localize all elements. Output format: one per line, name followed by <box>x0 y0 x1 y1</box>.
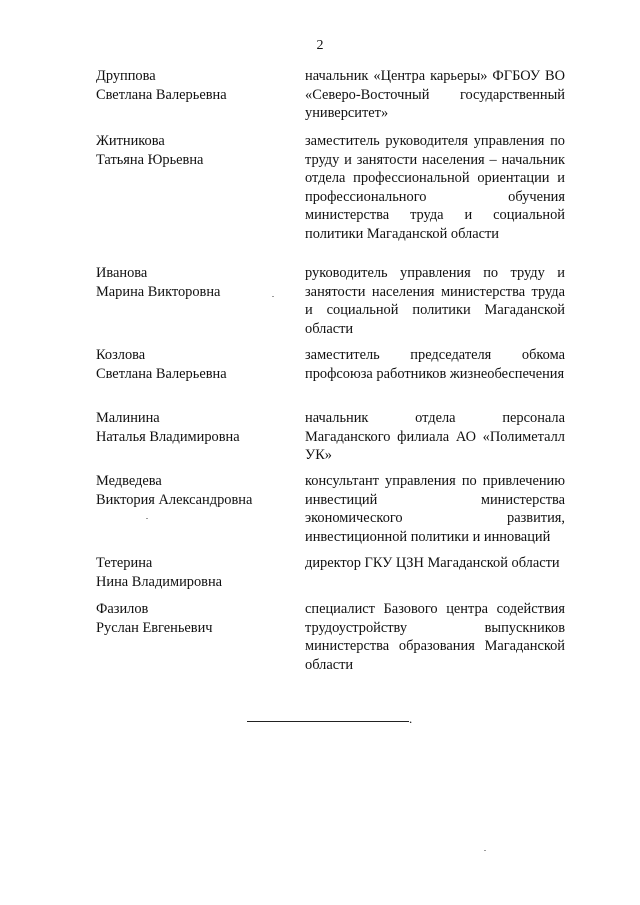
member-position: начальник отдела персонала Магаданского филиала АО «Полиметалл УК» <box>305 410 565 464</box>
scan-speck <box>272 296 274 297</box>
member-position: начальник «Центра карьеры» ФГБОУ ВО «Северо-Восточный государственный университет» <box>305 68 565 122</box>
member-position: специалист Базового центра содействия трудоустройству выпускников министерства образования Магаданской области <box>305 601 565 673</box>
scan-speck <box>146 518 148 519</box>
scan-speck <box>484 850 486 851</box>
member-given-names: Виктория Александровна <box>96 491 253 508</box>
member-given-names: Марина Викторовна <box>96 283 221 300</box>
member-surname: Козлова <box>96 347 146 363</box>
member-position: директор ГКУ ЦЗН Магаданской области <box>305 555 560 571</box>
member-name <box>96 346 296 383</box>
member-surname: Иванова <box>96 265 148 281</box>
member-position: заместитель председателя обкома профсоюза работников жизнеобеспечения <box>305 347 565 382</box>
member-name <box>96 67 296 104</box>
member-surname: Малинина <box>96 410 160 426</box>
member-given-names: Светлана Валерьевна <box>96 86 227 103</box>
member-name <box>96 472 296 509</box>
member-position: консультант управления по привлечению инвестиций министерства экономического развития, инвестиционной политики и инноваций <box>305 473 565 545</box>
member-name <box>96 409 296 446</box>
member-surname: Тетерина <box>96 555 153 571</box>
member-given-names: Наталья Владимировна <box>96 428 240 445</box>
member-name <box>96 132 296 169</box>
member-given-names: Татьяна Юрьевна <box>96 151 204 168</box>
member-name <box>96 554 296 591</box>
member-position: руководитель управления по труду и занятости населения министерства труда и социальной политики Магаданской области <box>305 265 565 337</box>
member-surname: Медведева <box>96 473 162 489</box>
member-given-names: Светлана Валерьевна <box>96 365 227 382</box>
member-name <box>96 264 296 301</box>
member-name <box>96 600 296 637</box>
closing-rule <box>247 721 409 722</box>
member-surname: Фазилов <box>96 601 149 617</box>
member-given-names: Нина Владимировна <box>96 573 223 590</box>
member-surname: Друппова <box>96 68 156 84</box>
page-number: 2 <box>316 38 324 53</box>
member-given-names: Руслан Евгеньевич <box>96 619 213 636</box>
member-position: заместитель руководителя управления по труду и занятости населения – начальник отдела профессиональной ориентации и профессионального обучения министерства труда и социальной политики Магаданской области <box>305 133 565 242</box>
member-surname: Житникова <box>96 133 165 149</box>
closing-mark: . <box>409 711 413 726</box>
